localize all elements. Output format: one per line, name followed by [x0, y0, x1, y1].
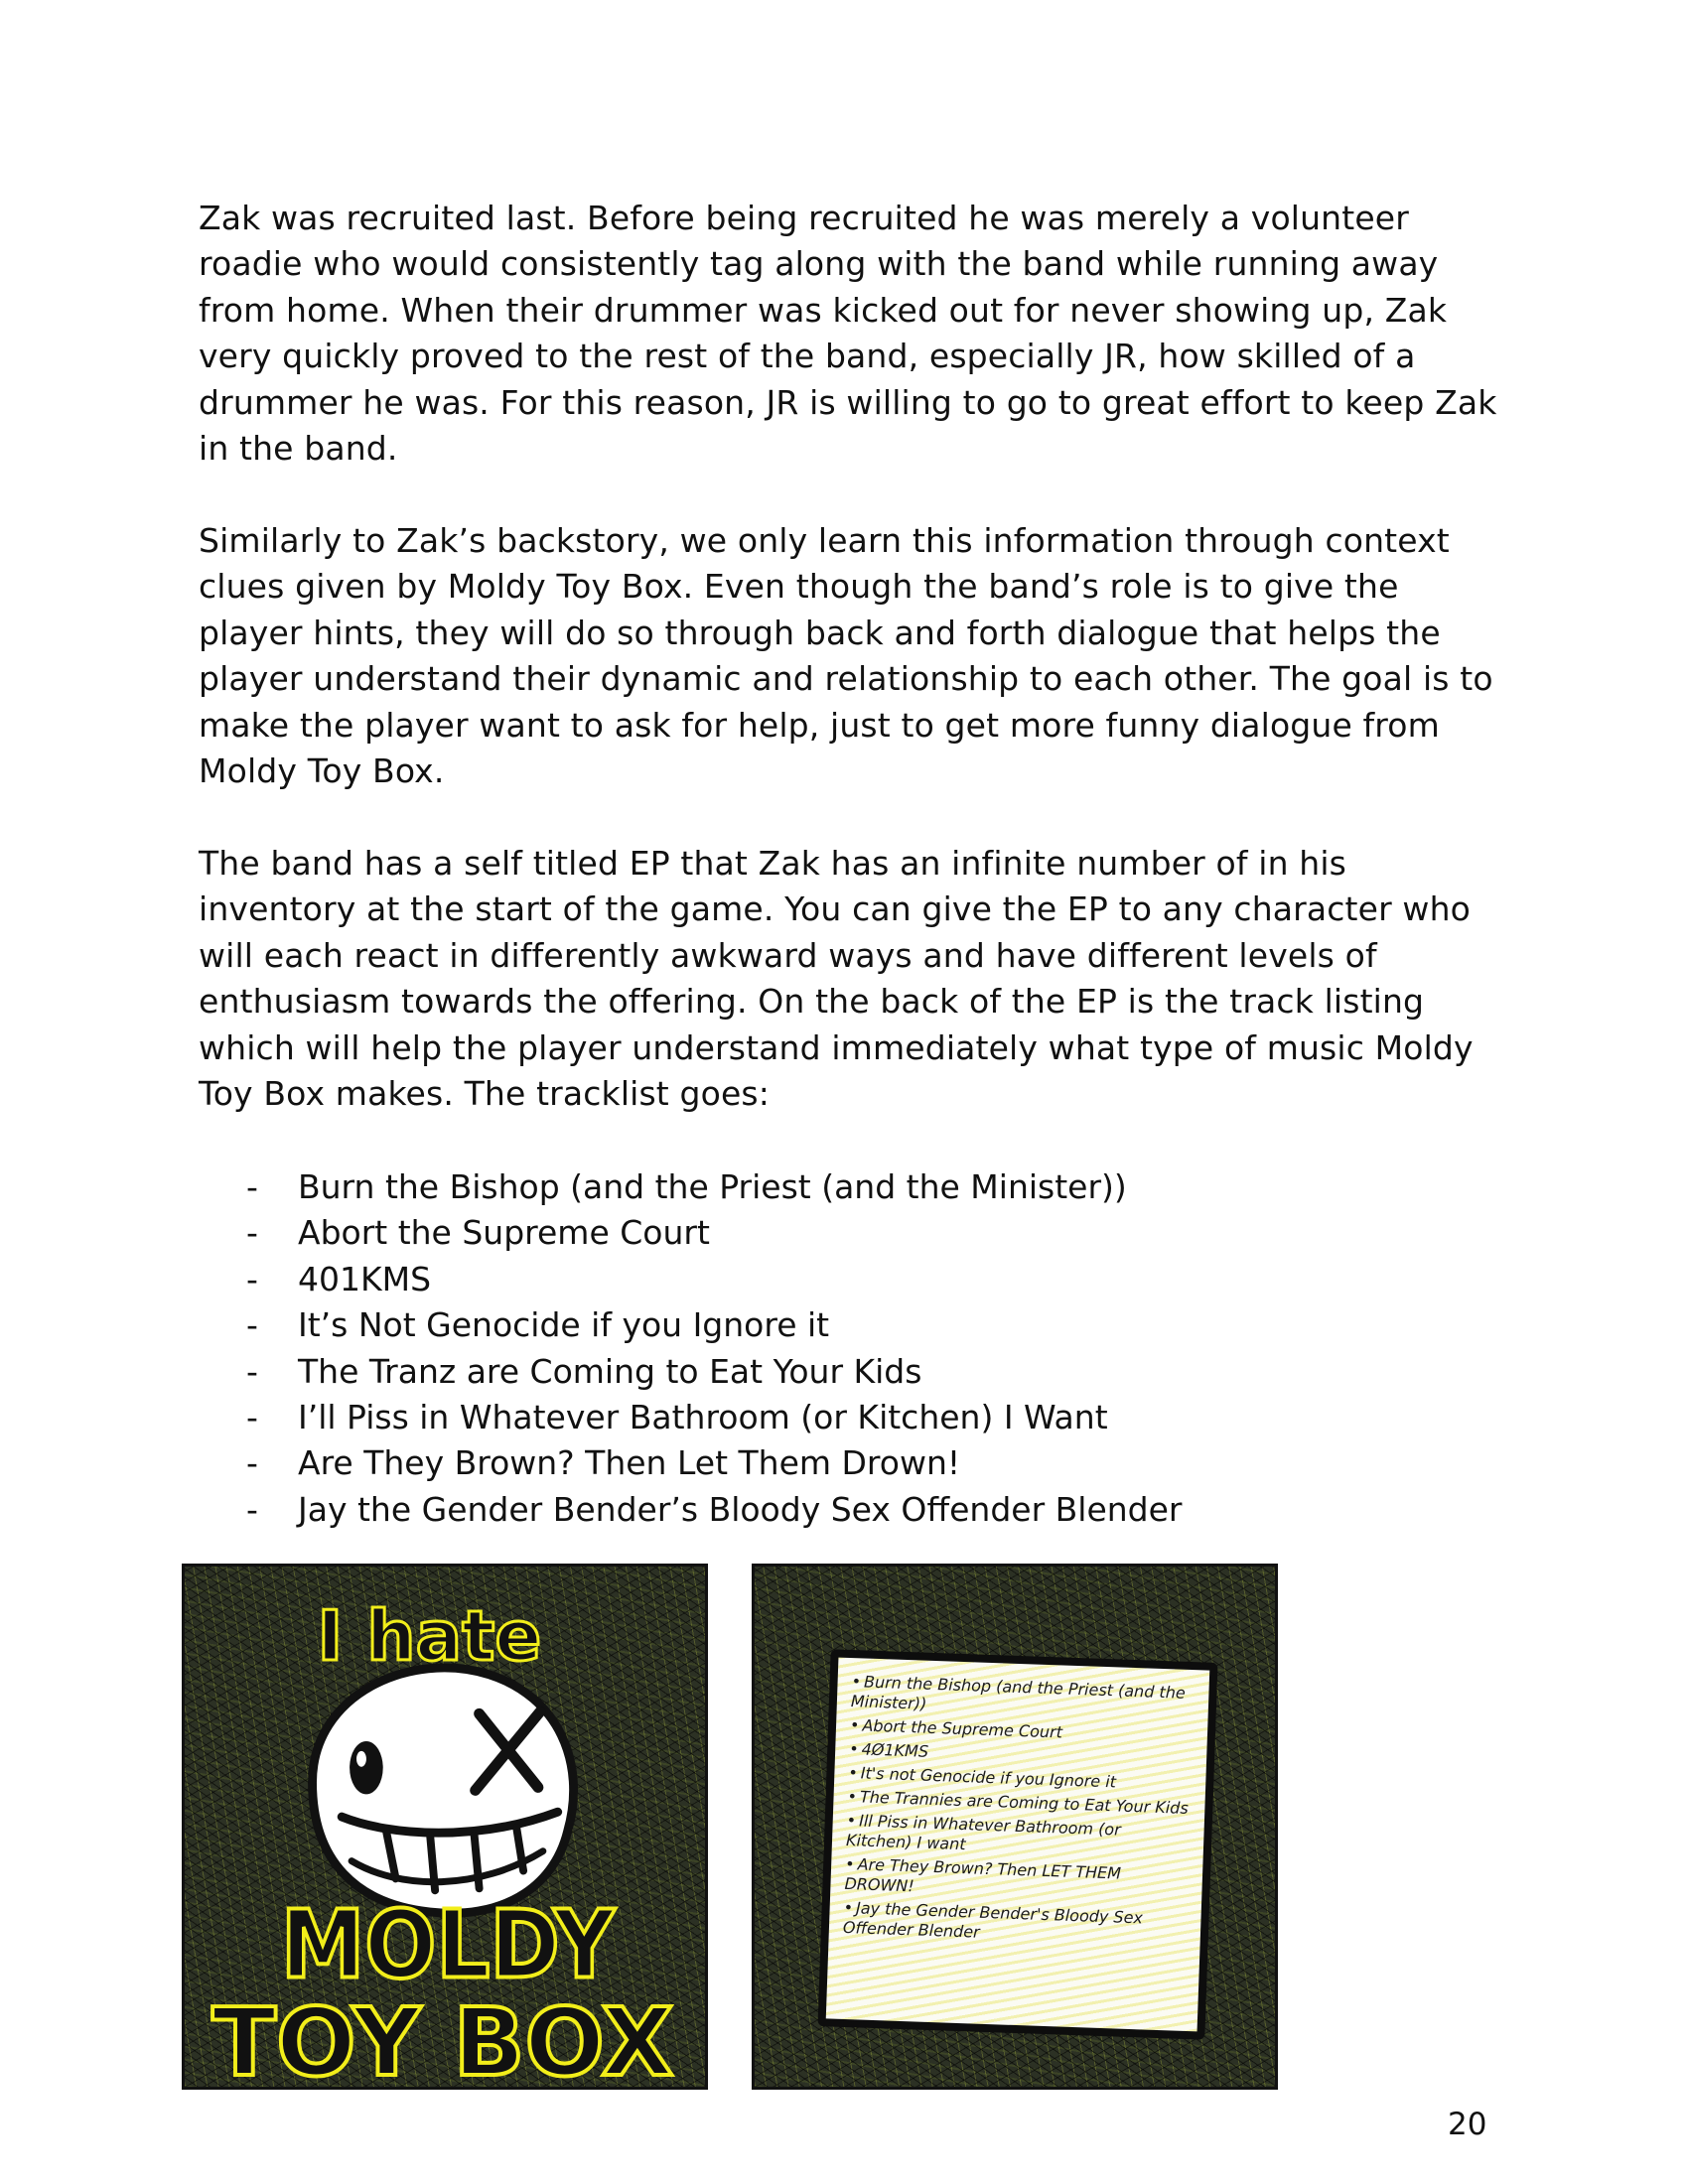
track-title: 401KMS: [298, 1259, 432, 1298]
list-dash: -: [246, 1259, 258, 1298]
list-dash: -: [246, 1351, 258, 1391]
note-track: • It's not Genocide if you Ignore it: [848, 1763, 1192, 1795]
list-dash: -: [246, 1167, 258, 1206]
body-paragraph: The band has a self titled EP that Zak has an infinite number of in his inventory at the start of the game. You can give the EP to any character who will each react in differently awkward ways and have different levels of enthusiasm towards the offering. On the back of the EP is the track listing which will help the player understand immediately what type of music Moldy Toy Box makes. The tracklist goes:: [199, 844, 1474, 1114]
track-title: Are They Brown? Then Let Them Drown!: [298, 1443, 961, 1483]
note-track: • Burn the Bishop (and the Priest (and the Minister)): [851, 1672, 1196, 1723]
list-dash: -: [246, 1443, 258, 1483]
note-track: • Abort the Supreme Court: [850, 1715, 1194, 1747]
tracklist-item: [246, 1302, 1338, 1348]
track-title: The Tranz are Coming to Eat Your Kids: [298, 1351, 922, 1391]
track-title: Burn the Bishop (and the Priest (and the Minister)): [298, 1167, 1127, 1206]
tracklist-item: [246, 1395, 1338, 1440]
note-track: • 4Ø1KMS: [849, 1739, 1193, 1771]
cover-band-name-line1: MOLDY: [280, 1890, 617, 2000]
track-title: Jay the Gender Bender’s Bloody Sex Offender Blender: [298, 1489, 1183, 1529]
tracklist-item: [246, 1210, 1338, 1256]
tracklist-item: [246, 1257, 1338, 1302]
track-title: I’ll Piss in Whatever Bathroom (or Kitchen) I Want: [298, 1398, 1108, 1437]
tracklist-item: [246, 1440, 1338, 1486]
tracklist-note: [817, 1649, 1217, 2039]
tracklist-item: [246, 1349, 1338, 1395]
page-number: 20: [1448, 2107, 1487, 2142]
note-track: • Are They Brown? Then LET THEM DROWN!: [844, 1854, 1189, 1906]
cover-band-name-line2: TOY BOX: [211, 1988, 674, 2087]
band-logo-artwork: [185, 1567, 705, 2087]
track-title: It’s Not Genocide if you Ignore it: [298, 1305, 830, 1345]
ep-back-cover: [752, 1564, 1278, 2090]
list-dash: -: [246, 1489, 258, 1529]
tracklist-item: [246, 1487, 1338, 1533]
note-track: • Jay the Gender Bender's Bloody Sex Offender Blender: [843, 1898, 1188, 1950]
list-dash: -: [246, 1398, 258, 1437]
tracklist-item: [246, 1164, 1338, 1210]
note-track: • The Trannies are Coming to Eat Your Kids: [847, 1787, 1191, 1819]
list-dash: -: [246, 1305, 258, 1345]
body-paragraph: Zak was recruited last. Before being recruited he was merely a volunteer roadie who would consistently tag along with the band while running away from home. When their drummer was kicked out for never showing up, Zak very quickly proved to the rest of the band, especially JR, how skilled of a drummer he was. For this reason, JR is willing to go to great effort to keep Zak in the band.: [199, 199, 1497, 469]
grinning-face-icon: [313, 1668, 574, 1913]
body-paragraph: Similarly to Zak’s backstory, we only learn this information through context clues given by Moldy Toy Box. Even though the band’s role is to give the player hints, they will do so through back and forth dialogue that helps the player understand their dynamic and relationship to each other. The goal is to make the player want to ask for help, just to get more funny dialogue from Moldy Toy Box.: [199, 521, 1493, 791]
cover-top-text: I hate: [317, 1596, 542, 1677]
track-title: Abort the Supreme Court: [298, 1213, 710, 1253]
note-track: • Ill Piss in Whatever Bathroom (or Kitchen) I want: [846, 1811, 1191, 1862]
tracklist: [246, 1164, 1338, 1533]
list-dash: -: [246, 1213, 258, 1253]
ep-front-cover: [182, 1564, 708, 2090]
